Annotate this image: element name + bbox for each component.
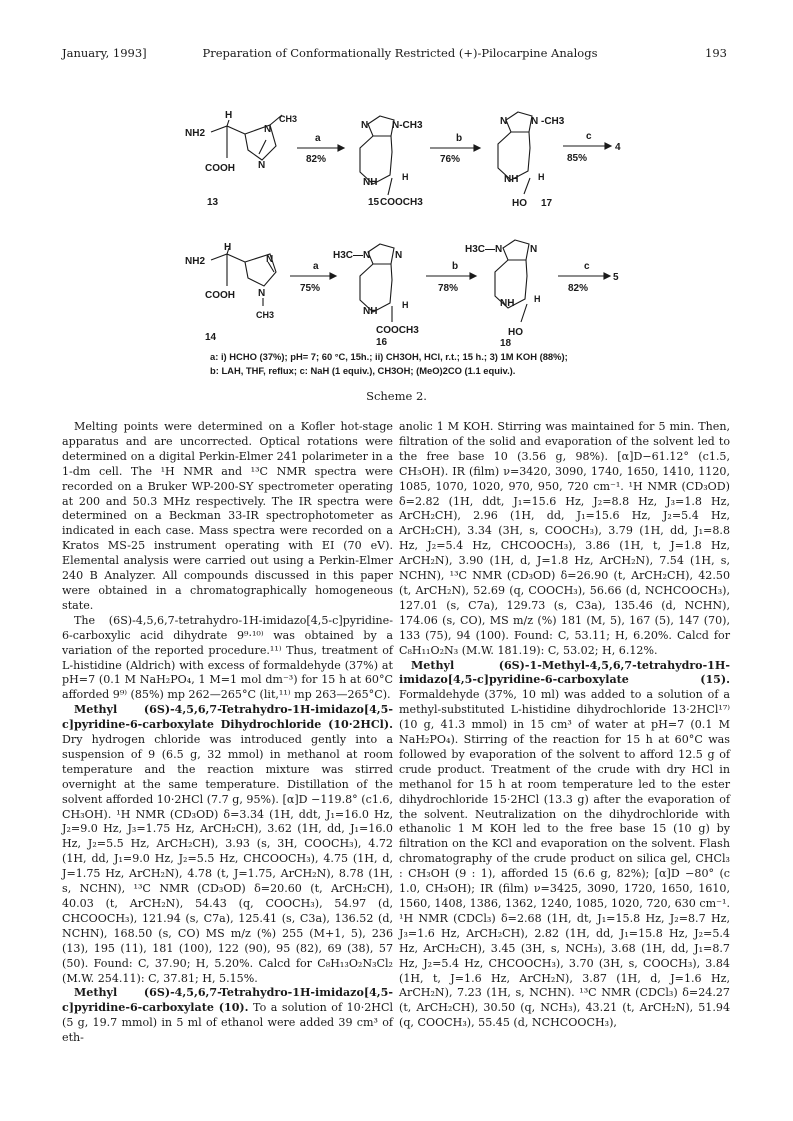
compound-number-15: 15 bbox=[368, 197, 380, 208]
svg-text:N-CH3: N-CH3 bbox=[392, 120, 423, 131]
scheme-conditions-b: b: LAH, THF, reflux; c: NaH (1 equiv.), CH3OH; (MeO)2CO (1.1 equiv.). bbox=[210, 365, 516, 376]
compound-15-structure bbox=[360, 116, 423, 208]
page-number: 193 bbox=[705, 46, 727, 60]
svg-text:H3C—N: H3C—N bbox=[333, 250, 371, 261]
svg-text:76%: 76% bbox=[440, 154, 461, 165]
svg-text:85%: 85% bbox=[567, 153, 588, 164]
scheme-conditions-a: a: i) HCHO (37%); pH= 7; 60 °C, 15h.; ii) CH3OH, HCl, r.t.; 15 h.; 3) 1M KOH (88%); bbox=[210, 351, 568, 362]
svg-text:H: H bbox=[402, 300, 409, 310]
compound-13-structure bbox=[185, 110, 297, 208]
compound-number-13: 13 bbox=[207, 197, 219, 208]
paragraph-compound-10-continued: anolic 1 M KOH. Stirring was maintained for 5 min. Then, filtration of the solid and evaporation of the solvent led to the free base 10 (3.56 g, 98%). [α]D−61.12° (c1.5, CH₃OH). IR (film) ν=3420, 3090, 1740, 1650, 1410, 1120, 1085, 1070, 1020, 970, 950, 720 cm⁻¹. ¹H NMR (CD₃OD) δ=2.82 (1H, ddt, J₁=15.6 Hz, J₂=8.8 Hz, J₃=1.8 Hz, ArCH₂CH), 2.96 (1H, dd, J₁=15.6 Hz, J₂=5.4 Hz, ArCH₂CH), 3.34 (3H, s, COOCH₃), 3.79 (1H, dd, J₁=8.8 Hz, J₂=5.4 Hz, CHCOOCH₃), 3.86 (1H, t, J=1.8 Hz, ArCH₂N), 3.90 (1H, d, J=1.8 Hz, ArCH₂N), 7.54 (1H, s, NCHN), ¹³C NMR (CD₃OD) δ=26.90 (t, ArCH₂CH), 42.50 (t, ArCH₂N), 52.69 (q, COOCH₃), 56.66 (d, NCHCOOCH₃), 127.01 (s, C7a), 129.73 (s, C3a), 135.46 (d, NCHN), 174.06 (s, CO), MS m/z (%) 181 (M, 5), 167 (5), 147 (70), 133 (75), 94 (100). Found: C, 53.11; H, 6.20%. Calcd for C₈H₁₁O₂N₃ (M.W. 181.19): C, 53.02; H, 6.12%. bbox=[399, 420, 730, 657]
svg-text:H: H bbox=[534, 294, 541, 304]
scheme-2-graphic bbox=[0, 0, 793, 380]
c13-h: H bbox=[225, 110, 233, 121]
svg-text:COOCH3: COOCH3 bbox=[376, 325, 419, 336]
svg-text:b: b bbox=[452, 261, 459, 272]
svg-text:COOCH3: COOCH3 bbox=[380, 197, 423, 208]
svg-text:H: H bbox=[402, 172, 409, 182]
c13-nh2: NH2 bbox=[185, 128, 206, 139]
compound-18-structure bbox=[465, 240, 541, 349]
svg-text:N: N bbox=[361, 120, 369, 131]
compound-16-structure bbox=[333, 244, 419, 348]
running-header-title: Preparation of Conformationally Restricted (+)-Pilocarpine Analogs bbox=[202, 46, 598, 60]
paragraph-compound-9: The (6S)-4,5,6,7-tetrahydro-1H-imidazo[4,5-c]pyridine-6-carboxylic acid dihydrate 9⁹·¹⁰⁾ was obtained by a variation of the reported procedure.¹¹⁾ Thus, treatment of L-histidine (Aldrich) with excess of formaldehyde (37%) at pH=7 (0.1 M NaH₂PO₄, 1 M=1 mol dm⁻³) for 15 h at 60°C afforded 9⁹⁾ (85%) mp 262—265°C (lit,¹¹⁾ mp 263—265°C). bbox=[62, 613, 393, 702]
svg-text:N: N bbox=[530, 244, 538, 255]
right-column bbox=[399, 420, 730, 1031]
svg-text:N -CH3: N -CH3 bbox=[531, 116, 565, 127]
heading-compound-10: Methyl (6S)-4,5,6,7-Tetrahydro-1H-imidazo[4,5-c]pyridine-6-carboxylate (10). bbox=[62, 986, 393, 1015]
svg-text:HO: HO bbox=[508, 327, 523, 338]
svg-text:NH: NH bbox=[363, 177, 378, 188]
arrow-r2-b bbox=[426, 261, 476, 294]
body-compound-10-2hcl: Dry hydrogen chloride was introduced gently into a suspension of 9 (6.5 g, 32 mmol) in methanol at room temperature and the reaction mixture was stirred overnight at the same temperature. Distillation of the solvent afforded 10·2HCl (7.7 g, 95%). [α]D −119.8° (c1.6, CH₃OH). ¹H NMR (CD₃OD) δ=3.34 (1H, ddt, J₁=16.0 Hz, J₂=9.0 Hz, J₃=1.75 Hz, ArCH₂CH), 3.62 (1H, dd, J₁=16.0 Hz, J₂=5.5 Hz, ArCH₂CH), 3.93 (s, 3H, COOCH₃), 4.72 (1H, dd, J₁=9.0 Hz, J₂=5.5 Hz, CHCOOCH₃), 4.75 (1H, d, J=1.75 Hz, ArCH₂N), 4.78 (t, J=1.75, ArCH₂N), 8.78 (1H, s, NCHN), ¹³C NMR (CD₃OD) δ=20.60 (t, ArCH₂CH), 40.03 (t, ArCH₂N), 54.43 (q, COOCH₃), 54.97 (d, CHCOOCH₃), 121.94 (s, C7a), 125.41 (s, C3a), 136.52 (d, NCHN), 168.50 (s, CO) MS m/z (%) 255 (M+1, 5), 236 (13), 195 (11), 181 (100), 122 (90), 95 (82), 69 (38), 57 (50). Found: C, 37.90; H, 5.20%. Calcd for C₈H₁₃O₂N₃Cl₂ (M.W. 254.11): C, 37.81; H, 5.15%. bbox=[62, 733, 393, 985]
svg-text:CH3: CH3 bbox=[256, 310, 275, 320]
c13-n1: N bbox=[264, 124, 272, 135]
svg-text:NH: NH bbox=[504, 174, 519, 185]
svg-text:N: N bbox=[500, 116, 508, 127]
svg-text:NH: NH bbox=[363, 306, 378, 317]
paragraph-compound-10-2hcl bbox=[62, 703, 393, 986]
left-column bbox=[62, 420, 393, 1046]
arrow-r2-c bbox=[558, 261, 619, 294]
svg-text:HO: HO bbox=[512, 198, 527, 209]
svg-text:H3C—N: H3C—N bbox=[465, 244, 503, 255]
svg-text:NH: NH bbox=[500, 298, 515, 309]
c13-cooh: COOH bbox=[205, 163, 235, 174]
running-header-date: January, 1993] bbox=[62, 46, 147, 60]
c13-ch3: CH3 bbox=[279, 114, 298, 124]
compound-17-structure bbox=[498, 112, 565, 209]
svg-text:a: a bbox=[315, 133, 321, 144]
compound-number-17: 17 bbox=[541, 198, 553, 209]
arrow-r2-a bbox=[290, 261, 336, 294]
body-compound-10-start: To a solution of 10·2HCl (5 g, 19.7 mmol) in 5 ml of ethanol were added 39 cm³ of eth- bbox=[62, 1001, 394, 1045]
svg-text:b: b bbox=[456, 133, 463, 144]
svg-text:N: N bbox=[266, 254, 274, 265]
body-compound-15: Formaldehyde (37%, 10 ml) was added to a solution of a methyl-substituted L-histidine dihydrochloride 13·2HCl¹⁷⁾ (10 g, 41.3 mmol) in 15 cm³ of water at pH=7 (0.1 M NaH₂PO₄). Stirring of the reaction for 15 h at 60°C was followed by evaporation of the solvent to afford 12.5 g of crude product. Treatment of the crude with dry HCl in methanol for 15 h at room temperature led to the ester dihydrochloride 15·2HCl (13.3 g) after the evaporation of the solvent. Neutralization on the dihydrochloride with ethanolic 1 M KOH led to the free base 15 (10 g) by filtration on the KCl and evaporation on the solvent. Flash chromatography of the crude product on silica gel, CHCl₃ : CH₃OH (9 : 1), afforded 15 (6.6 g, 82%); [α]D −80° (c 1.0, CH₃OH); IR (film) ν=3425, 3090, 1720, 1650, 1610, 1560, 1408, 1386, 1362, 1240, 1085, 1020, 720, 630 cm⁻¹. ¹H NMR (CDCl₃) δ=2.68 (1H, dt, J₁=15.8 Hz, J₂=8.7 Hz, J₃=1.6 Hz, ArCH₂CH), 2.82 (1H, dd, J₁=15.8 Hz, J₂=5.4 Hz, ArCH₂CH), 3.45 (3H, s, NCH₃), 3.68 (1H, dd, J₁=8.7 Hz, J₂=5.4 Hz, CHCOOCH₃), 3.70 (3H, s, COOCH₃), 3.84 (1H, t, J=1.6 Hz, ArCH₂N), 3.87 (1H, d, J=1.6 Hz, ArCH₂N), 7.23 (1H, s, NCHN). ¹³C NMR (CDCl₃) δ=24.27 (t, ArCH₂CH), 30.50 (q, NCH₃), 43.21 (t, ArCH₂N), 51.94 (q, COOCH₃), 55.45 (d, NCHCOOCH₃), bbox=[399, 688, 730, 1030]
compound-number-16: 16 bbox=[376, 337, 388, 348]
svg-text:NH2: NH2 bbox=[185, 256, 206, 267]
c13-n2: N bbox=[258, 160, 266, 171]
svg-text:78%: 78% bbox=[438, 283, 459, 294]
svg-text:N: N bbox=[258, 288, 266, 299]
compound-14-structure bbox=[185, 242, 276, 343]
paragraph-compound-15 bbox=[399, 659, 730, 1032]
svg-text:a: a bbox=[313, 261, 319, 272]
heading-compound-10-2hcl: Methyl (6S)-4,5,6,7-Tetrahydro-1H-imidazo[4,5-c]pyridine-6-carboxylate Dihydrochloride (10·2HCl). bbox=[62, 703, 393, 732]
compound-number-14: 14 bbox=[205, 332, 217, 343]
compound-number-18: 18 bbox=[500, 338, 512, 349]
svg-text:c: c bbox=[586, 131, 592, 142]
svg-text:COOH: COOH bbox=[205, 290, 235, 301]
arrow-r1-a bbox=[297, 133, 344, 165]
arrow-r1-c bbox=[563, 131, 621, 164]
svg-text:82%: 82% bbox=[306, 154, 327, 165]
svg-text:c: c bbox=[584, 261, 590, 272]
svg-text:5: 5 bbox=[613, 272, 619, 283]
paragraph-general-methods: Melting points were determined on a Kofler hot-stage apparatus and are uncorrected. Optical rotations were determined on a digital Perkin-Elmer 241 polarimeter in a 1-dm cell. The ¹H NMR and ¹³C NMR spectra were recorded on a Bruker WP-200-SY spectrometer operating at 200 and 50.3 MHz respectively. The IR spectra were determined on a Beckman 33-IR spectrophotometer as indicated in each case. Mass spectra were recorded on a Kratos MS-25 instrument operating with EI (70 eV). Elemental analysis were carried out using a Perkin-Elmer 240 B Analyzer. All compounds discussed in this paper were obtained in a chromatographically homogeneous state. bbox=[62, 420, 393, 612]
heading-compound-15: Methyl (6S)-1-Methyl-4,5,6,7-tetrahydro-1H-imidazo[4,5-c]pyridine-6-carboxylate (15). bbox=[399, 658, 730, 687]
scheme-caption: Scheme 2. bbox=[366, 389, 427, 403]
svg-text:H: H bbox=[538, 172, 545, 182]
svg-text:N: N bbox=[395, 250, 403, 261]
svg-text:82%: 82% bbox=[568, 283, 589, 294]
paragraph-compound-10 bbox=[62, 986, 393, 1046]
svg-text:H: H bbox=[224, 242, 232, 253]
svg-text:4: 4 bbox=[615, 142, 621, 153]
arrow-r1-b bbox=[430, 133, 480, 165]
svg-text:75%: 75% bbox=[300, 283, 321, 294]
